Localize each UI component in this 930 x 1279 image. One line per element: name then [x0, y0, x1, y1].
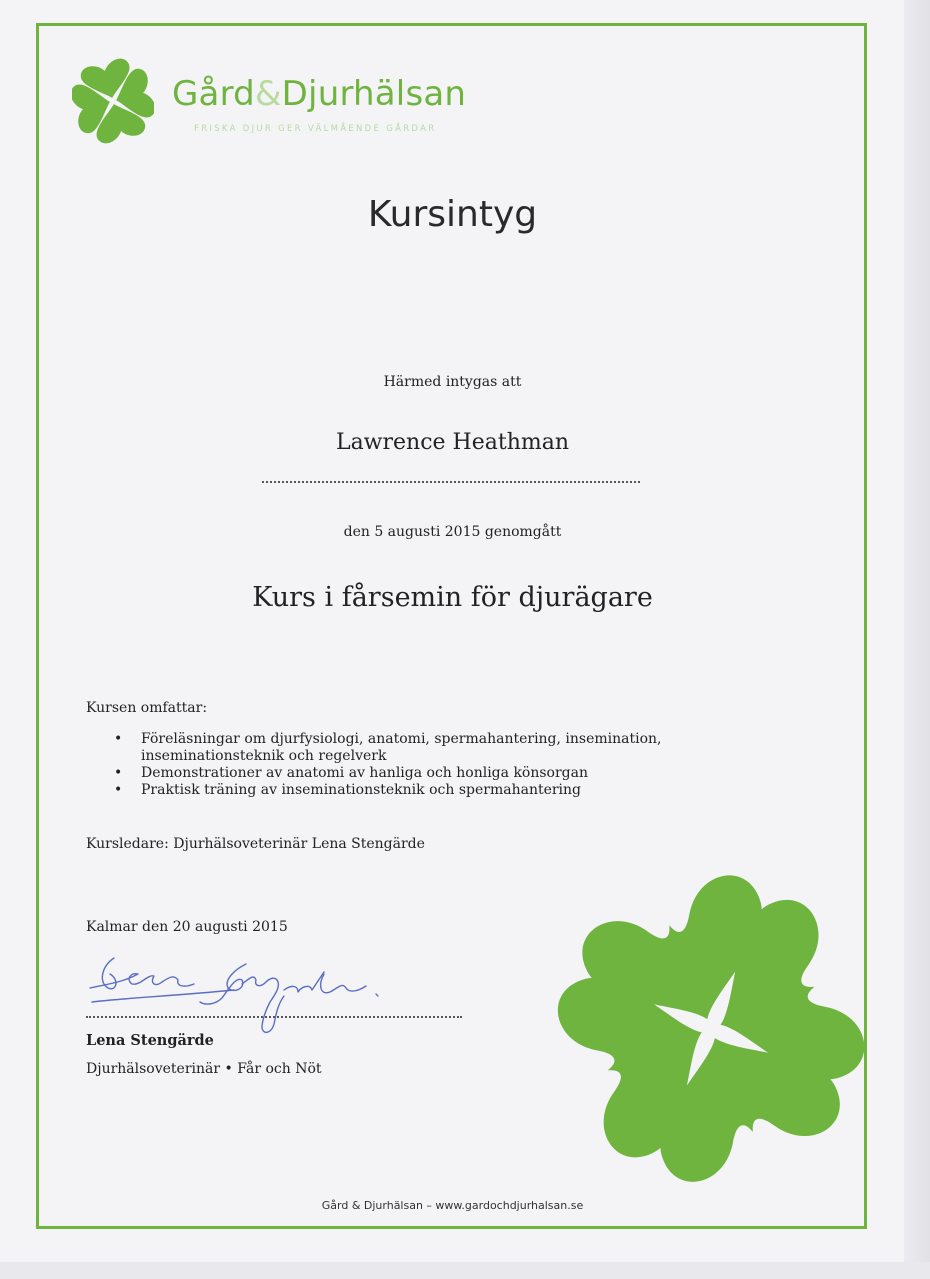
course-covers-label: Kursen omfattar:: [86, 700, 208, 716]
list-item-text: Praktisk träning av inseminationsteknik och spermahantering: [141, 782, 582, 798]
list-item: [141, 782, 662, 799]
brand-name-part1: Gård: [172, 74, 255, 114]
brand-tagline: FRISKA DJUR GER VÄLMÅENDE GÅRDAR: [194, 124, 437, 134]
course-name: Kurs i fårsemin för djurägare: [252, 582, 653, 613]
clover-logo-icon: [72, 58, 154, 144]
paper-edge: [904, 0, 930, 1279]
scan-bottom-edge: [0, 1262, 930, 1279]
completion-date: den 5 augusti 2015 genomgått: [343, 524, 562, 540]
list-item-text: Föreläsningar om djurfysiologi, anatomi, spermahantering, insemination,: [141, 731, 662, 747]
brand-name-part2: Djurhälsan: [281, 74, 467, 114]
clover-decoration-icon: [540, 850, 870, 1195]
brand-ampersand: &: [254, 74, 282, 114]
place-and-date: Kalmar den 20 augusti 2015: [86, 919, 288, 935]
signer-name: Lena Stengärde: [86, 1032, 214, 1049]
course-leader: Kursledare: Djurhälsoveterinär Lena Stengärde: [86, 836, 425, 852]
list-item-text: Demonstrationer av anatomi av hanliga och honliga könsorgan: [141, 765, 589, 781]
recipient-dotted-line: [262, 481, 640, 483]
signature-dotted-line: [86, 1016, 462, 1018]
footer-text: Gård & Djurhälsan – www.gardochdjurhalsan.se: [321, 1199, 584, 1212]
list-item: [141, 765, 662, 782]
list-item: [141, 731, 662, 765]
list-item-text-continued: inseminationsteknik och regelverk: [141, 748, 387, 764]
brand-name: [172, 74, 466, 114]
signer-title: Djurhälsoveterinär • Får och Nöt: [86, 1061, 322, 1077]
certification-intro: Härmed intygas att: [383, 374, 522, 390]
recipient-name: Lawrence Heathman: [335, 430, 570, 455]
certificate-title: Kursintyg: [367, 194, 538, 235]
course-covers-list: [86, 731, 662, 799]
